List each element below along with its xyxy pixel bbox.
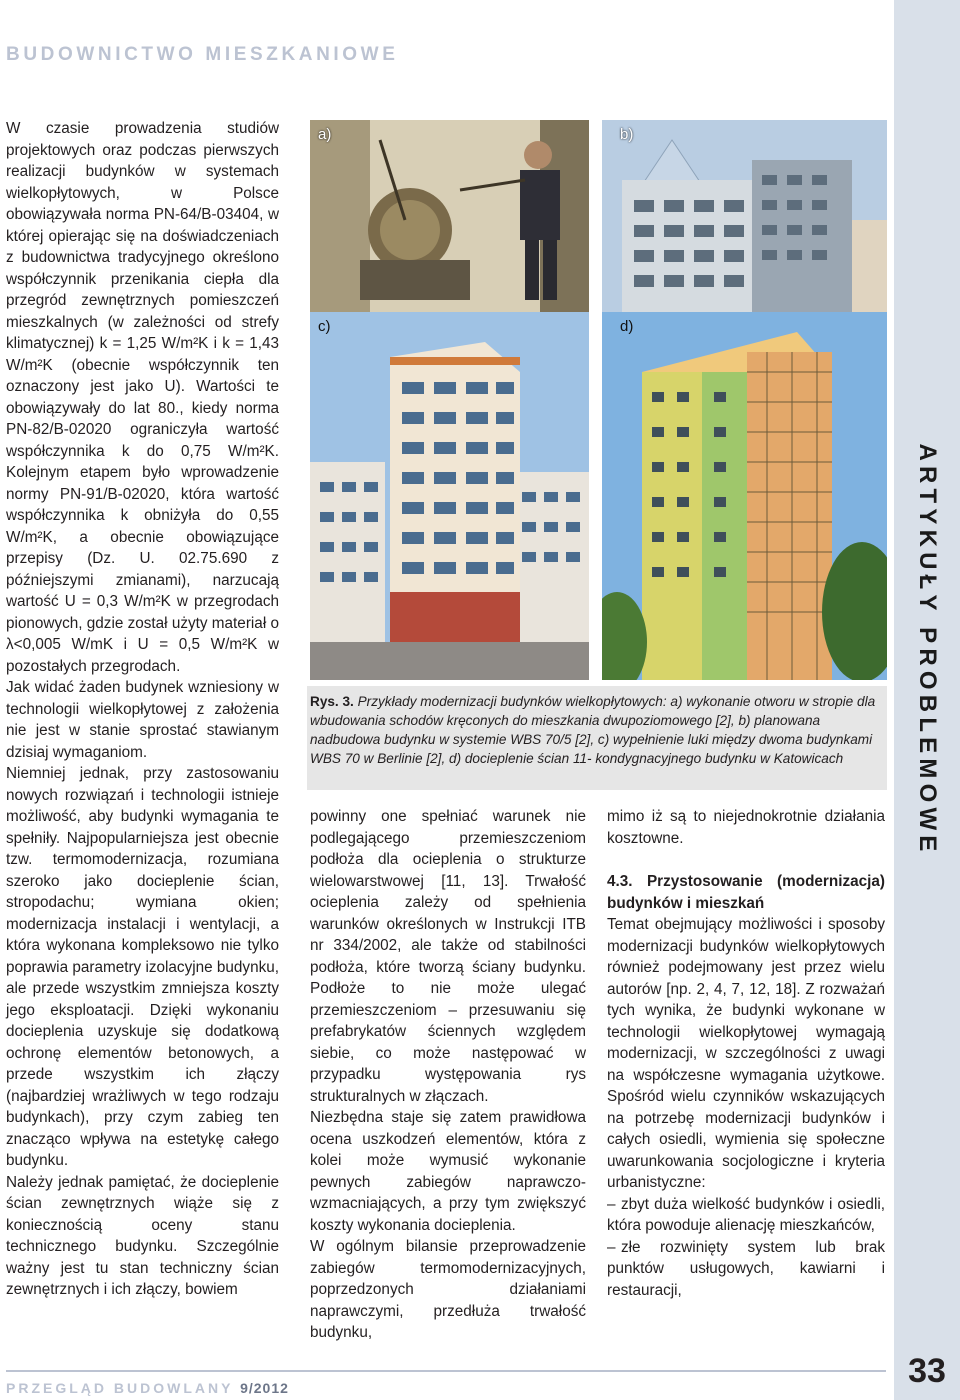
text-column-3 xyxy=(607,806,885,1301)
photo-building-extension-illustration xyxy=(602,120,887,312)
journal-name: PRZEGLĄD BUDOWLANY xyxy=(6,1380,234,1396)
panel-label-b: b) xyxy=(620,126,634,143)
list-item xyxy=(607,1194,885,1237)
figure-number: Rys. 3. xyxy=(310,694,354,709)
photo-panel-b xyxy=(602,120,887,312)
photo-panel-d xyxy=(602,312,887,680)
photo-panel-a xyxy=(310,120,589,312)
paragraph: mimo iż są to niejednokrotnie działania kosztowne. xyxy=(607,808,885,847)
paragraph: W czasie prowadzenia studiów projektowych oraz podczas pierwszych realizacji budynków w systemach wielkopłytowych, w Polsce obowiązywała norma PN-64/B-03404, w której opierając się na doświadczeniach z budownictwa tradycyjnego określono współczynnik przenikania ciepła dla przegród zewnętrznych pomieszczeń mieszkalnych (w zależności od strefy klimatycznej) k = 1,25 W/m²K i k = 1,43 W/m²K (obecnie współczynnik ten oznaczony jest jako U). Wartości te obowiązywały do lat 80., kiedy norma PN-82/B-02020 ograniczyła wartość współczynnika k do 0,75 W/m²K. Kolejnym etapem było wprowadzenie normy PN-91/B-02020, która wartość współczynnika k obniżyła do 0,55 W/m²K, a obecnie obowiązujące przepisy (Dz. U. 02.75.690 z późniejszymi zmianami), narzucają wartość U = 0,3 W/m²K w przegrodach pionowych, gdzie został użyty materiał o λ<0,005 W/mK i U = 0,5 W/m²K w pozostałych przegrodach. xyxy=(6,120,279,675)
figure-caption xyxy=(310,692,884,768)
dash-bullet: – xyxy=(607,1238,616,1256)
dash-bullet: – xyxy=(607,1195,616,1213)
page-number: 33 xyxy=(908,1352,946,1390)
sidebar-label: ARTYKUŁY PROBLEMOWE xyxy=(914,443,941,857)
footer-rule xyxy=(6,1370,886,1372)
issue-number: 9/2012 xyxy=(240,1380,289,1396)
list-item-text: złe rozwinięty system lub brak punktów usługowych, kawiarni i restauracji, xyxy=(607,1238,885,1299)
photo-tower-building-illustration xyxy=(310,312,589,680)
figure-photos xyxy=(303,120,887,680)
figure-caption-text: Przykłady modernizacji budynków wielkopłytowych: a) wykonanie otworu w stropie dla wbudowania schodów kręconych do mieszkania dwupoziomowego [2], b) planowana nadbudowa budynku w systemie WBS 70/5 [2], c) wypełnienie luki między dwoma budynkami WBS 70 w Berlinie [2], d) docieplenie ścian 11- kondygnacyjnego budynku w Katowicach xyxy=(310,694,876,766)
photo-insulated-building-illustration xyxy=(602,312,887,680)
paragraph: Niezbędna staje się zatem prawidłowa ocena uszkodzeń elementów, która z kolei może wymusić wykonanie pewnych zabiegów naprawczo-wzmacniających, a przy tym zwiększyć koszty wykonania docieplenia. xyxy=(310,1109,586,1234)
list-item xyxy=(607,1237,885,1302)
section-heading: 4.3. Przystosowanie (modernizacja) budynków i mieszkań xyxy=(607,873,885,912)
paragraph: powinny one spełniać warunek nie podlegającego przemieszczeniom podłoża dla ocieplenia o strukturze wielowarstwowej [11, 13]. Trwałość ocieplenia zależy od spełnienia warunków określonych w Instrukcji ITB nr 334/2002, ale także od stabilności podłoża, które tworzą ściany budynku. Podłoże to nie może ulegać przemieszczeniom – przesuwaniu się prefabrykatów ściennych względem siebie, co może następować w przypadku występowania rys strukturalnych w złączach. xyxy=(310,808,586,1105)
section-header: BUDOWNICTWO MIESZKANIOWE xyxy=(6,44,399,65)
text-column-2 xyxy=(310,806,586,1344)
photo-workers-illustration xyxy=(310,120,589,312)
paragraph: Niemniej jednak, przy zastosowaniu nowych rozwiązań i technologii istnieje możliwość, aby budynki wymagania te spełniły. Najpopularniejsza jest obecnie tzw. termomodernizacja, rozumiana szeroko jako docieplenie ścian, stropodachu; wymiana okien; modernizacja instalacji i wentylacji, a która wykonana kompleksowo nie tylko poprawia parametry izolacyjne budynku, ale przede wszystkim zmniejsza koszty jego eksploatacji. Dzięki wykonaniu docieplenia uzyskuje się dodatkową ochronę elementów betonowych, a przede wszystkim ich złączy (najbardziej wrażliwych w tego rodzaju budynkach), przy czym zabieg ten znacząco wpływa na estetykę całego budynku. xyxy=(6,765,279,1169)
paragraph: Jak widać żaden budynek wzniesiony w technologii wielkopłytowej z założenia nie jest w stanie sprostać stawianym dzisiaj wymaganiom. xyxy=(6,679,279,761)
panel-label-a: a) xyxy=(318,126,332,143)
panel-label-c: c) xyxy=(318,318,331,335)
paragraph: Temat obejmujący możliwości i sposoby modernizacji budynków wielkopłytowych również podejmowany jest przez wielu autorów [np. 2, 4, 7, 12, 18]. Z rozważań tych wynika, że budynki wykonane w technologii wielkopłytowej wymagają modernizacji, w szczególności z uwagi na współczesne wymagania użytkowe. Spośród wielu czynników wskazujących na potrzebę modernizacji budynków i całych osiedli, wymienia się społeczne uwarunkowania socjologiczne i kryteria urbanistyczne: xyxy=(607,916,885,1191)
panel-label-d: d) xyxy=(620,318,634,335)
text-column-1 xyxy=(6,118,279,1301)
footer xyxy=(6,1380,289,1396)
paragraph: W ogólnym bilansie przeprowadzenie zabiegów termomodernizacyjnych, poprzedzonych działaniami naprawczymi, przedłuża trwałość budynku, xyxy=(310,1238,586,1341)
photo-panel-c xyxy=(310,312,589,680)
list-item-text: zbyt duża wielkość budynków i osiedli, która powoduje alienację mieszkańców, xyxy=(607,1195,885,1234)
paragraph: Należy jednak pamiętać, że docieplenie ścian zewnętrznych wiąże się z koniecznością oceny stanu technicznego budynku. Szczególnie ważny jest tu stan techniczny ścian zewnętrznych i ich złączy, bowiem xyxy=(6,1173,279,1298)
